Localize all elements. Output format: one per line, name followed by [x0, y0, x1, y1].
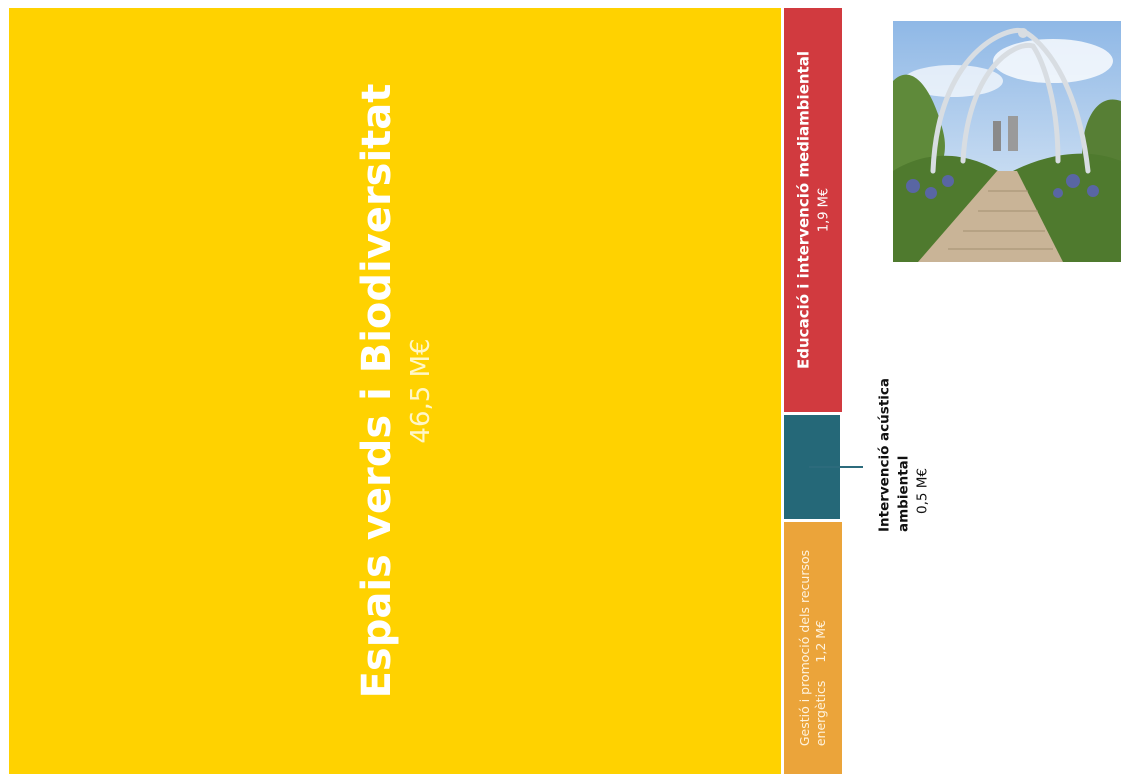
park-photo [893, 21, 1121, 262]
treemap-tile-gestio-recursos [784, 522, 842, 774]
treemap-tile-espais-verds [9, 8, 781, 774]
tile-value-espais-verds: 46,5 M€ [406, 338, 436, 444]
callout-label-line1: Intervenció acústica [876, 377, 893, 533]
tile-label-gestio-line1: Gestió i promoció dels recursos [797, 549, 812, 747]
tile-value-educacio: 1,9 M€ [816, 187, 832, 233]
tile-label-educacio: Educació i intervenció mediambiental [794, 51, 813, 369]
treemap-tile-educacio [784, 8, 842, 412]
callout-leader-line [809, 466, 863, 468]
tile-label-espais-verds: Espais verds i Biodiversitat [354, 83, 400, 699]
callout-value: 0,5 M€ [914, 468, 931, 515]
callout-intervencio-acustica [876, 378, 933, 532]
tile-value-gestio: 1,2 M€ [813, 619, 828, 663]
tile-label-gestio-line2: energètics [813, 680, 828, 747]
callout-label-line2: ambiental [895, 455, 912, 533]
